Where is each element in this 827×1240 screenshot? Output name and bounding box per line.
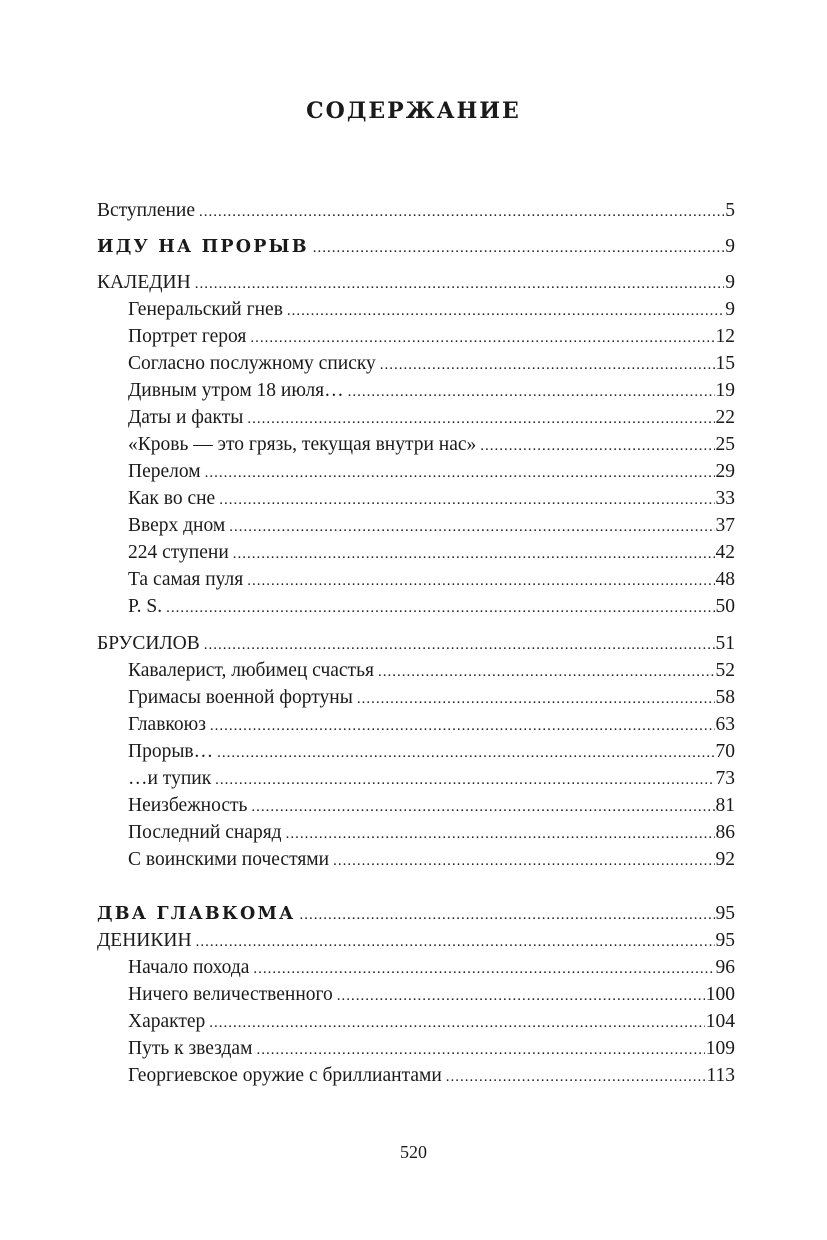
toc-entry-page: 50	[715, 596, 735, 617]
toc-entry-title: Неизбежность	[128, 795, 248, 816]
toc-entry-title: КАЛЕДИН	[97, 272, 191, 293]
toc-entry-title: Как во сне	[128, 488, 216, 509]
toc-section[interactable]	[97, 539, 735, 566]
dot-leader	[205, 460, 715, 487]
toc-entry-page: 81	[715, 795, 735, 816]
toc-entry-page: 12	[715, 326, 735, 347]
toc-entry-title: Вверх дном	[128, 515, 226, 536]
dot-leader	[247, 406, 714, 433]
dot-leader	[196, 929, 715, 956]
toc-part-heading[interactable]	[97, 233, 735, 260]
toc-section[interactable]	[97, 738, 735, 765]
toc-entry-title: P. S.	[128, 596, 163, 617]
toc-entry-page: 15	[715, 353, 735, 374]
toc-entry-page: 48	[715, 569, 735, 590]
toc-entry-title: Гримасы военной фортуны	[128, 687, 353, 708]
toc-section[interactable]	[97, 765, 735, 792]
toc-entry-title: ДВА ГЛАВКОМА	[97, 904, 296, 924]
toc-entry-title: …и тупик	[128, 768, 212, 789]
toc-entry-page: 96	[715, 957, 735, 978]
toc-section[interactable]	[97, 711, 735, 738]
dot-leader	[215, 767, 714, 794]
toc-section[interactable]	[97, 792, 735, 819]
toc-entry-page: 5	[725, 200, 735, 221]
page-title: СОДЕРЖАНИЕ	[306, 98, 521, 124]
toc-entry-page: 58	[715, 687, 735, 708]
dot-leader	[253, 956, 714, 983]
toc-entry-page: 19	[715, 380, 735, 401]
toc-section[interactable]	[97, 954, 735, 981]
toc-section[interactable]	[97, 1008, 735, 1035]
toc-entry-title: Вступление	[97, 200, 196, 221]
dot-leader	[199, 199, 724, 226]
dot-leader	[250, 325, 714, 352]
toc-section[interactable]	[97, 1035, 735, 1062]
toc-entry-title: Генеральский гнев	[128, 299, 283, 320]
dot-leader	[204, 632, 715, 659]
dot-leader	[446, 1064, 706, 1091]
toc-section[interactable]	[97, 485, 735, 512]
toc-section[interactable]	[97, 512, 735, 539]
toc-entry-title: Портрет героя	[128, 326, 247, 347]
page-number: 520	[400, 1142, 427, 1162]
toc-entry-page: 70	[715, 741, 735, 762]
dot-leader	[251, 794, 714, 821]
dot-leader	[256, 1037, 704, 1064]
toc-entry-title: Прорыв…	[128, 741, 214, 762]
toc-entry-page: 51	[715, 633, 735, 654]
toc-entry-title: Дивным утром 18 июля…	[128, 380, 344, 401]
toc-entry-title: Та самая пуля	[128, 569, 244, 590]
toc-entry-page: 63	[715, 714, 735, 735]
dot-leader	[166, 595, 714, 622]
toc-section[interactable]	[97, 981, 735, 1008]
toc-section[interactable]	[97, 566, 735, 593]
dot-leader	[480, 433, 714, 460]
toc-entry-title: Перелом	[128, 461, 201, 482]
toc-entry-title: С воинскими почестями	[128, 849, 330, 870]
toc-entry-title: «Кровь — это грязь, текущая внутри нас»	[128, 434, 477, 455]
toc-entry-title: Последний снаряд	[128, 822, 282, 843]
toc-entry-title: 224 ступени	[128, 542, 229, 563]
toc-entry-page: 92	[715, 849, 735, 870]
dot-leader	[217, 740, 714, 767]
toc-entry-page: 95	[715, 930, 735, 951]
toc-entry-page: 22	[715, 407, 735, 428]
dot-leader	[357, 686, 715, 713]
toc-entry-page: 95	[715, 903, 735, 924]
dot-leader	[348, 379, 715, 406]
toc-entry-title: ДЕНИКИН	[97, 930, 192, 951]
dot-leader	[209, 1010, 704, 1037]
dot-leader	[247, 568, 714, 595]
toc-section[interactable]	[97, 1062, 735, 1089]
toc-entry-page: 104	[705, 1011, 735, 1032]
toc-entry-title: Начало похода	[128, 957, 250, 978]
toc-entry-page: 9	[725, 272, 735, 293]
dot-leader	[286, 821, 715, 848]
toc-section[interactable]	[97, 657, 735, 684]
toc-section[interactable]	[97, 819, 735, 846]
dot-leader	[333, 848, 714, 875]
toc-entry-page: 100	[705, 984, 735, 1005]
toc-entry-page: 109	[705, 1038, 735, 1059]
toc-section[interactable]	[97, 350, 735, 377]
toc-entry-page: 9	[725, 236, 735, 257]
toc-entry-title: Согласно послужному списку	[128, 353, 376, 374]
toc-section[interactable]	[97, 846, 735, 873]
toc-entry-title: Характер	[128, 1011, 206, 1032]
toc-entry-page: 25	[715, 434, 735, 455]
table-of-contents	[97, 197, 735, 1089]
toc-entry-page: 9	[725, 299, 735, 320]
toc-entry-page: 113	[706, 1065, 735, 1086]
toc-section[interactable]	[97, 404, 735, 431]
dot-leader	[229, 514, 714, 541]
toc-entry-title: Даты и факты	[128, 407, 244, 428]
dot-leader	[313, 235, 724, 262]
toc-entry-page: 29	[715, 461, 735, 482]
dot-leader	[233, 541, 715, 568]
toc-entry-page: 52	[715, 660, 735, 681]
toc-entry-title: Кавалерист, любимец счастья	[128, 660, 374, 681]
toc-section[interactable]	[97, 296, 735, 323]
toc-section[interactable]	[97, 684, 735, 711]
toc-entry-page: 73	[715, 768, 735, 789]
toc-entry-introduction[interactable]	[97, 197, 735, 224]
dot-leader	[337, 983, 705, 1010]
dot-leader	[287, 298, 724, 325]
toc-section[interactable]	[97, 431, 735, 458]
dot-leader	[380, 352, 715, 379]
toc-chapter[interactable]	[97, 927, 735, 954]
toc-entry-title: Георгиевское оружие с бриллиантами	[128, 1065, 442, 1086]
toc-entry-page: 37	[715, 515, 735, 536]
dot-leader	[210, 713, 715, 740]
toc-entry-title: Ничего величественного	[128, 984, 333, 1005]
toc-section[interactable]	[97, 323, 735, 350]
toc-entry-title: Главкоюз	[128, 714, 206, 735]
toc-section[interactable]	[97, 593, 735, 620]
toc-section[interactable]	[97, 458, 735, 485]
toc-part-heading[interactable]	[97, 900, 735, 927]
toc-chapter[interactable]	[97, 630, 735, 657]
toc-section[interactable]	[97, 377, 735, 404]
dot-leader	[219, 487, 714, 514]
toc-entry-page: 42	[715, 542, 735, 563]
dot-leader	[195, 271, 725, 298]
dot-leader	[378, 659, 715, 686]
toc-entry-page: 33	[715, 488, 735, 509]
toc-entry-title: Путь к звездам	[128, 1038, 253, 1059]
toc-entry-title: БРУСИЛОВ	[97, 633, 200, 654]
toc-chapter[interactable]	[97, 269, 735, 296]
toc-entry-title: ИДУ НА ПРОРЫВ	[97, 237, 309, 257]
toc-entry-page: 86	[715, 822, 735, 843]
dot-leader	[300, 902, 715, 929]
